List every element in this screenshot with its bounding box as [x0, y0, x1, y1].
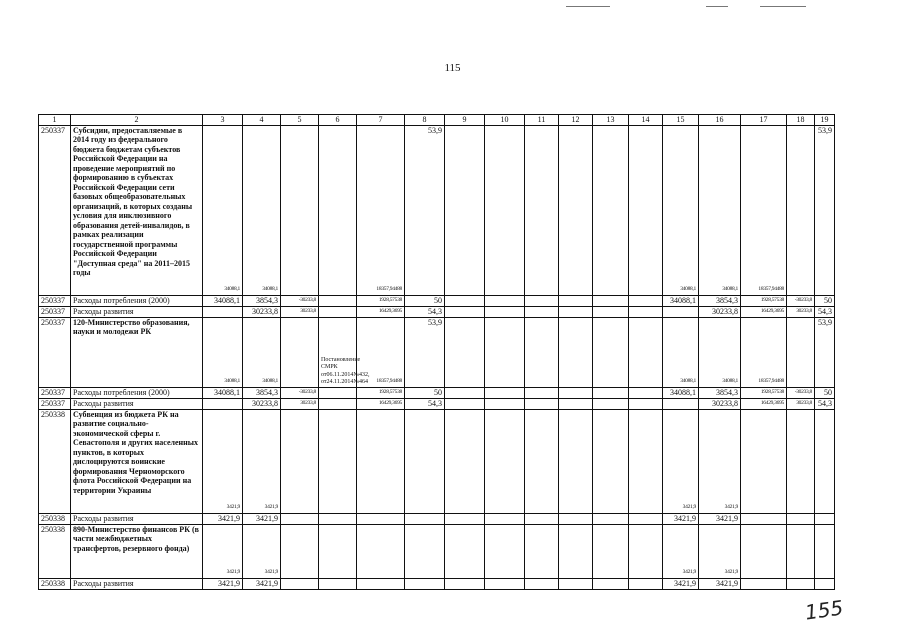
col-11-cell — [525, 125, 559, 295]
col-5-cell — [281, 409, 319, 513]
col-3-cell: 3421,9 — [203, 513, 243, 524]
scan-edge-line — [760, 6, 806, 7]
col-19-cell: 54,3 — [815, 306, 835, 317]
col-14-cell — [629, 125, 663, 295]
row-title-cell: Расходы развития — [71, 578, 203, 589]
table-row-main — [39, 317, 835, 387]
col-13-cell — [593, 306, 629, 317]
row-title-cell: Расходы развития — [71, 513, 203, 524]
col-3-cell: 3421,9 — [203, 524, 243, 578]
col-8-cell: 53,9 — [405, 125, 445, 295]
column-number-8: 8 — [405, 115, 445, 126]
col-5-cell — [281, 578, 319, 589]
col-13-cell — [593, 317, 629, 387]
column-number-12: 12 — [559, 115, 593, 126]
col-8-cell: 50 — [405, 295, 445, 306]
page-number: 115 — [444, 62, 461, 74]
col-4-cell: 3854,3 — [243, 295, 281, 306]
col-9-cell — [445, 524, 485, 578]
table-row-sub — [39, 513, 835, 524]
col-17-cell — [741, 578, 787, 589]
col-16-cell: 3854,3 — [699, 295, 741, 306]
budget-table-sheet — [38, 114, 834, 590]
col-4-cell: 3421,9 — [243, 513, 281, 524]
table-body — [39, 125, 835, 589]
col-17-cell — [741, 409, 787, 513]
column-number-row — [39, 115, 835, 126]
col-7-cell: 1928,57538 — [357, 295, 405, 306]
column-number-10: 10 — [485, 115, 525, 126]
col-15-cell: 3421,9 — [663, 409, 699, 513]
col-13-cell — [593, 387, 629, 398]
col-13-cell — [593, 398, 629, 409]
col-16-cell: 30233,8 — [699, 398, 741, 409]
col-12-cell — [559, 387, 593, 398]
col-7-cell: 1928,57538 — [357, 387, 405, 398]
col-15-cell: 34088,1 — [663, 317, 699, 387]
col-7-cell: 18357,94488 — [357, 317, 405, 387]
column-number-6: 6 — [319, 115, 357, 126]
col-15-cell: 3421,9 — [663, 524, 699, 578]
row-title-cell: Расходы потребления (2000) — [71, 295, 203, 306]
col-9-cell — [445, 295, 485, 306]
col-4-cell: 30233,8 — [243, 306, 281, 317]
col-4-cell: 30233,8 — [243, 398, 281, 409]
col-8-cell — [405, 513, 445, 524]
col-11-cell — [525, 524, 559, 578]
col-6-cell — [319, 306, 357, 317]
col-18-cell — [787, 409, 815, 513]
col-16-cell: 3421,9 — [699, 524, 741, 578]
col-6-cell — [319, 524, 357, 578]
col-6-cell — [319, 398, 357, 409]
col-16-cell: 3854,3 — [699, 387, 741, 398]
col-12-cell — [559, 578, 593, 589]
col-14-cell — [629, 513, 663, 524]
col-13-cell — [593, 524, 629, 578]
col-18-cell — [787, 125, 815, 295]
col-11-cell — [525, 387, 559, 398]
col-15-cell: 3421,9 — [663, 578, 699, 589]
col-8-cell — [405, 578, 445, 589]
column-number-11: 11 — [525, 115, 559, 126]
col-3-cell: 34088,1 — [203, 387, 243, 398]
col-18-cell: 30233,8 — [787, 398, 815, 409]
table-row-main — [39, 524, 835, 578]
column-number-2: 2 — [71, 115, 203, 126]
col-11-cell — [525, 398, 559, 409]
budget-code-cell: 250337 — [39, 125, 71, 295]
column-number-1: 1 — [39, 115, 71, 126]
column-number-19: 19 — [815, 115, 835, 126]
row-title-cell: Субвенция из бюджета РК на развитие социально-экономической сферы г. Севастополя и других населенных пунктов, в которых дислоцируются воинские формирования Черноморского флота Российской Федерации на территории Украины — [71, 409, 203, 513]
col-16-cell: 3421,9 — [699, 513, 741, 524]
col-15-cell: 34088,1 — [663, 387, 699, 398]
col-6-cell — [319, 387, 357, 398]
table-row-sub — [39, 578, 835, 589]
col-12-cell — [559, 409, 593, 513]
col-10-cell — [485, 578, 525, 589]
col-18-cell: -30233,8 — [787, 387, 815, 398]
budget-code-cell: 250337 — [39, 295, 71, 306]
col-5-cell — [281, 513, 319, 524]
col-18-cell — [787, 513, 815, 524]
col-17-cell — [741, 513, 787, 524]
col-10-cell — [485, 317, 525, 387]
col-5-cell: 30233,8 — [281, 306, 319, 317]
col-6-cell — [319, 409, 357, 513]
column-number-4: 4 — [243, 115, 281, 126]
col-15-cell: 3421,9 — [663, 513, 699, 524]
col-11-cell — [525, 513, 559, 524]
budget-code-cell: 250338 — [39, 513, 71, 524]
col-15-cell: 34088,1 — [663, 295, 699, 306]
col-7-cell: 16429,3695 — [357, 398, 405, 409]
col-13-cell — [593, 125, 629, 295]
col-7-cell — [357, 513, 405, 524]
column-number-16: 16 — [699, 115, 741, 126]
col-10-cell — [485, 306, 525, 317]
col-5-cell: 30233,8 — [281, 398, 319, 409]
scan-edge-line — [706, 6, 728, 7]
column-number-14: 14 — [629, 115, 663, 126]
row-title-cell: Расходы потребления (2000) — [71, 387, 203, 398]
col-11-cell — [525, 317, 559, 387]
column-number-9: 9 — [445, 115, 485, 126]
column-number-3: 3 — [203, 115, 243, 126]
col-10-cell — [485, 398, 525, 409]
col-12-cell — [559, 295, 593, 306]
col-9-cell — [445, 578, 485, 589]
col-12-cell — [559, 524, 593, 578]
col-19-cell — [815, 578, 835, 589]
col-19-cell: 53,9 — [815, 125, 835, 295]
table-row-main — [39, 125, 835, 295]
col-5-cell — [281, 524, 319, 578]
col-10-cell — [485, 409, 525, 513]
col-15-cell — [663, 306, 699, 317]
budget-code-cell: 250337 — [39, 398, 71, 409]
col-19-cell: 50 — [815, 387, 835, 398]
col-15-cell — [663, 398, 699, 409]
budget-code-cell: 250338 — [39, 524, 71, 578]
col-18-cell: -30233,8 — [787, 295, 815, 306]
col-3-cell: 3421,9 — [203, 578, 243, 589]
col-11-cell — [525, 409, 559, 513]
col-14-cell — [629, 398, 663, 409]
budget-code-cell: 250337 — [39, 317, 71, 387]
col-8-cell: 53,9 — [405, 317, 445, 387]
col-10-cell — [485, 513, 525, 524]
budget-code-cell: 250338 — [39, 578, 71, 589]
col-4-cell: 3421,9 — [243, 524, 281, 578]
col-19-cell — [815, 513, 835, 524]
col-3-cell: 34088,1 — [203, 295, 243, 306]
col-19-cell: 50 — [815, 295, 835, 306]
table-row-sub — [39, 387, 835, 398]
col-10-cell — [485, 387, 525, 398]
col-8-cell — [405, 524, 445, 578]
column-number-17: 17 — [741, 115, 787, 126]
col-13-cell — [593, 409, 629, 513]
col-13-cell — [593, 513, 629, 524]
col-16-cell: 3421,9 — [699, 409, 741, 513]
col-13-cell — [593, 578, 629, 589]
col-5-cell: -30233,8 — [281, 387, 319, 398]
column-number-18: 18 — [787, 115, 815, 126]
col-4-cell: 34088,1 — [243, 125, 281, 295]
table-row-sub — [39, 398, 835, 409]
col-6-cell — [319, 295, 357, 306]
col-14-cell — [629, 317, 663, 387]
column-number-13: 13 — [593, 115, 629, 126]
col-3-cell — [203, 398, 243, 409]
col-19-cell: 53,9 — [815, 317, 835, 387]
col-6-cell: Постановление СМРК от06.11.2014№432, от24.11.2014№464 — [319, 317, 357, 387]
row-title-cell: 890-Министерство финансов РК (в части межбюджетных трансфертов, резервного фонда) — [71, 524, 203, 578]
col-14-cell — [629, 578, 663, 589]
col-7-cell — [357, 578, 405, 589]
col-15-cell: 34088,1 — [663, 125, 699, 295]
scan-edge-line — [566, 6, 610, 7]
col-19-cell — [815, 409, 835, 513]
handwritten-sheet-number: 155 — [803, 595, 845, 625]
col-12-cell — [559, 513, 593, 524]
row-title-cell: Расходы развития — [71, 398, 203, 409]
col-10-cell — [485, 524, 525, 578]
col-9-cell — [445, 409, 485, 513]
col-12-cell — [559, 306, 593, 317]
table-row-sub — [39, 306, 835, 317]
column-number-5: 5 — [281, 115, 319, 126]
col-8-cell: 50 — [405, 387, 445, 398]
col-4-cell: 3421,9 — [243, 578, 281, 589]
row-title-cell: Расходы развития — [71, 306, 203, 317]
col-6-cell — [319, 513, 357, 524]
col-12-cell — [559, 125, 593, 295]
col-9-cell — [445, 306, 485, 317]
budget-code-cell: 250337 — [39, 306, 71, 317]
col-17-cell: 1928,57538 — [741, 387, 787, 398]
col-9-cell — [445, 317, 485, 387]
budget-table — [38, 114, 835, 590]
table-row-main — [39, 409, 835, 513]
col-12-cell — [559, 317, 593, 387]
col-7-cell — [357, 409, 405, 513]
col-16-cell: 3421,9 — [699, 578, 741, 589]
col-16-cell: 30233,8 — [699, 306, 741, 317]
col-14-cell — [629, 295, 663, 306]
col-6-cell — [319, 125, 357, 295]
col-18-cell — [787, 524, 815, 578]
col-17-cell: 18357,94488 — [741, 317, 787, 387]
col-16-cell: 34088,1 — [699, 317, 741, 387]
col-14-cell — [629, 409, 663, 513]
col-9-cell — [445, 125, 485, 295]
col-11-cell — [525, 306, 559, 317]
column-number-15: 15 — [663, 115, 699, 126]
col-3-cell: 34088,1 — [203, 125, 243, 295]
col-12-cell — [559, 398, 593, 409]
col-9-cell — [445, 398, 485, 409]
col-11-cell — [525, 295, 559, 306]
col-17-cell: 16429,3695 — [741, 306, 787, 317]
col-14-cell — [629, 524, 663, 578]
col-17-cell: 1928,57538 — [741, 295, 787, 306]
col-6-cell — [319, 578, 357, 589]
col-3-cell: 34088,1 — [203, 317, 243, 387]
budget-code-cell: 250338 — [39, 409, 71, 513]
col-7-cell: 18357,94488 — [357, 125, 405, 295]
col-4-cell: 34088,1 — [243, 317, 281, 387]
col-7-cell: 16429,3695 — [357, 306, 405, 317]
col-9-cell — [445, 513, 485, 524]
col-13-cell — [593, 295, 629, 306]
col-17-cell — [741, 524, 787, 578]
col-14-cell — [629, 387, 663, 398]
row-title-cell: 120-Министерство образования, науки и молодежи РК — [71, 317, 203, 387]
col-16-cell: 34088,1 — [699, 125, 741, 295]
col-3-cell — [203, 306, 243, 317]
budget-code-cell: 250337 — [39, 387, 71, 398]
col-17-cell: 16429,3695 — [741, 398, 787, 409]
col-8-cell — [405, 409, 445, 513]
col-5-cell — [281, 317, 319, 387]
col-4-cell: 3854,3 — [243, 387, 281, 398]
col-5-cell — [281, 125, 319, 295]
col-8-cell: 54,3 — [405, 398, 445, 409]
col-5-cell: -30233,8 — [281, 295, 319, 306]
col-7-cell — [357, 524, 405, 578]
col-19-cell — [815, 524, 835, 578]
col-18-cell: 30233,8 — [787, 306, 815, 317]
col-18-cell — [787, 317, 815, 387]
table-row-sub — [39, 295, 835, 306]
col-8-cell: 54,3 — [405, 306, 445, 317]
col-4-cell: 3421,9 — [243, 409, 281, 513]
col-17-cell: 18357,94488 — [741, 125, 787, 295]
col-10-cell — [485, 125, 525, 295]
row-title-cell: Субсидии, предоставляемые в 2014 году из федерального бюджета бюджетам субъектов Российской Федерации на проведение мероприятий по формированию в субъектах Российской Федерации сети базовых общеобразовательных организаций, в которых созданы условия для инклюзивного образования детей-инвалидов, в рамках реализации государственной программы Российской Федерации "Доступная среда" на 2011–2015 годы — [71, 125, 203, 295]
col-14-cell — [629, 306, 663, 317]
col-3-cell: 3421,9 — [203, 409, 243, 513]
col-19-cell: 54,3 — [815, 398, 835, 409]
col-9-cell — [445, 387, 485, 398]
col-18-cell — [787, 578, 815, 589]
column-number-7: 7 — [357, 115, 405, 126]
col-11-cell — [525, 578, 559, 589]
col-10-cell — [485, 295, 525, 306]
